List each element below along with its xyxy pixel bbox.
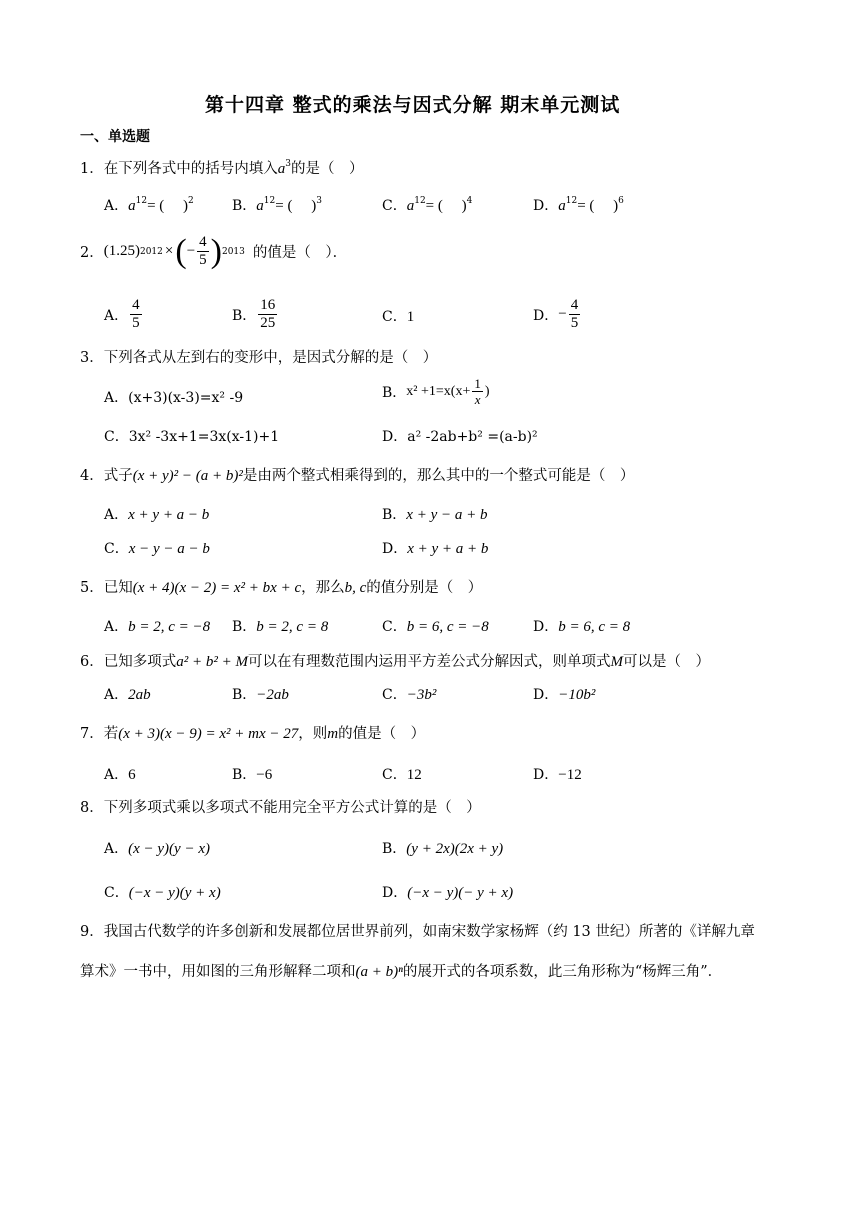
q3-option-c[interactable]: C．3x² -3x+1=3x(x-1)+1 — [104, 429, 280, 445]
q2-option-d[interactable]: D． − $\frac{4}{5}$ — [533, 297, 579, 331]
question-5: 5．已知(x + 4)(x − 2) = x² + bx + c，那么b, c的值分别是（ ） — [80, 580, 483, 596]
q4-option-a[interactable]: A．x + y + a − b — [104, 507, 210, 523]
q7-option-a[interactable]: A．6 — [104, 767, 136, 783]
q1-option-c[interactable]: C．$a^{12}=$ ( )$^4$ — [382, 196, 473, 214]
q7-option-c[interactable]: C．12 — [382, 767, 422, 783]
q7-option-d[interactable]: D．−12 — [533, 767, 582, 783]
q7-option-b[interactable]: B．−6 — [232, 767, 273, 783]
q3-option-d[interactable]: D．a² -2ab+b² =(a-b)² — [382, 429, 538, 445]
q2-option-c[interactable]: C．1 — [382, 309, 415, 325]
page-title: 第十四章 整式的乘法与因式分解 期末单元测试 — [205, 94, 621, 116]
q8-option-c[interactable]: C．(−x − y)(y + x) — [104, 885, 221, 901]
q4-option-c[interactable]: C．x − y − a − b — [104, 541, 210, 557]
question-2: 2． (1.25) 2012 × ( − $\frac{4}{5}$ ) 2013 的值是（ ）． — [80, 232, 348, 270]
q6-option-c[interactable]: C．−3b² — [382, 687, 437, 703]
q8-option-d[interactable]: D．(−x − y)(− y + x) — [382, 885, 514, 901]
question-1-text: 1．在下列各式中的括号内填入 — [80, 161, 278, 177]
left-paren: ( — [175, 232, 187, 270]
section-heading: 一、单选题 — [80, 129, 150, 145]
q3-option-a[interactable]: A．(x+3)(x-3)=x² -9 — [104, 390, 244, 406]
q8-option-a[interactable]: A．(x − y)(y − x) — [104, 841, 210, 857]
question-1: 1．在下列各式中的括号内填入$a^3$的是（ ） — [80, 159, 364, 177]
q6-option-d[interactable]: D．−10b² — [533, 687, 596, 703]
fraction: $\frac{4}{5}$ — [199, 234, 207, 268]
q3-option-b[interactable]: B． x² +1=x(x+ $\frac{1}{x}$ ) — [382, 376, 490, 407]
q5-option-b[interactable]: B．b = 2, c = 8 — [232, 619, 329, 635]
question-9-line-1: 9．我国古代数学的许多创新和发展都位居世界前列，如南宋数学家杨辉（约 13 世纪）所著的《详解九章 — [80, 924, 755, 940]
q4-option-b[interactable]: B．x + y − a + b — [382, 507, 488, 523]
q4-option-d[interactable]: D．x + y + a + b — [382, 541, 489, 557]
q1-option-d[interactable]: D．$a^{12}=$ ( )$^6$ — [533, 196, 624, 214]
right-paren: ) — [210, 232, 222, 270]
question-4: 4．式子(x + y)² − (a + b)²是由两个整式相乘得到的，那么其中的一个整式可能是（ ） — [80, 468, 635, 484]
question-7: 7．若(x + 3)(x − 9) = x² + mx − 27，则m的值是（ ） — [80, 726, 426, 742]
q2-option-a[interactable]: A． $\frac{4}{5}$ — [104, 297, 140, 331]
q5-option-a[interactable]: A．b = 2, c = −8 — [104, 619, 211, 635]
q6-option-b[interactable]: B．−2ab — [232, 687, 289, 703]
q8-option-b[interactable]: B．(y + 2x)(2x + y) — [382, 841, 504, 857]
q2-option-b[interactable]: B． $\frac{16}{25}$ — [232, 297, 276, 331]
question-3: 3．下列各式从左到右的变形中，是因式分解的是（ ） — [80, 350, 438, 366]
question-6: 6．已知多项式a² + b² + M可以在有理数范围内运用平方差公式分解因式，则单项式M可以是（ ） — [80, 654, 710, 670]
question-8: 8．下列多项式乘以多项式不能用完全平方公式计算的是（ ） — [80, 800, 481, 816]
q5-option-c[interactable]: C．b = 6, c = −8 — [382, 619, 489, 635]
q1-option-a[interactable]: A．$a^{12}=$ ( )$^2$ — [104, 196, 194, 214]
question-9-line-2: 算术》一书中，用如图的三角形解释二项和(a + b)ⁿ的展开式的各项系数，此三角形称为“杨辉三角”． — [80, 964, 723, 980]
q6-option-a[interactable]: A．2ab — [104, 687, 151, 703]
q1-option-b[interactable]: B．$a^{12}=$ ( )$^3$ — [232, 196, 322, 214]
q5-option-d[interactable]: D．b = 6, c = 8 — [533, 619, 631, 635]
